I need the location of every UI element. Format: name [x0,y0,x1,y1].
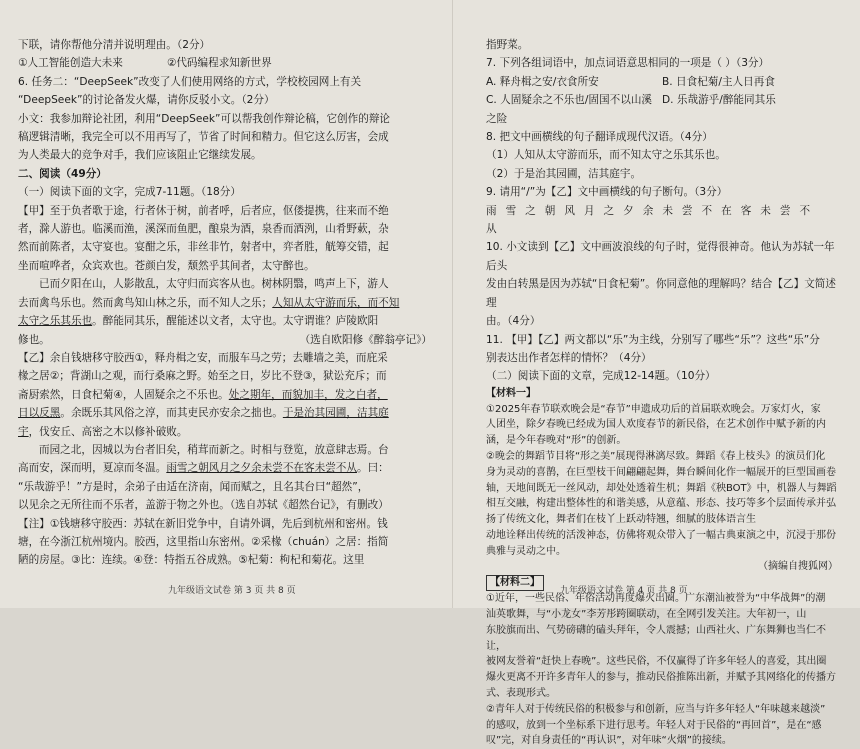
passage-line: 已而夕阳在山，人影散乱，太守归而宾客从也。树林阴翳，鸣声上下，游人 [39,278,389,291]
task-two: 6. 任务二：“DeepSeek”改变了人们使用网络的方式，学校校园网上有关 [18,75,362,88]
material-line: 相互交融，构建出整体性的和谐美感，从意蕴、形态、技巧等多个层面传承并弘 [486,498,836,510]
passage-line: 坐而喧哗者，众宾欢也。苍颜白发，颓然乎其间者，太守醉也。 [18,259,315,272]
material-line: 轴，天地间既无一丝风动，却处处透着生机；舞蹈《秧BOT》中，机器人与舞蹈 [486,482,837,494]
underlined-sentence: 太守之乐其乐也 [18,315,93,328]
material-line: 叹”完，对自身责任的“再认识”，对年味“火烟”的接续。 [486,735,732,747]
couplet-options [18,54,432,72]
passage-line: 以见余之无所往而不乐者，盖游于物之外也。（选自苏轼《超然台记》，有删改） [18,499,389,512]
passage-line: 斋厨索然，日食杞菊④，人固疑余之不乐也。处之期年，而貌加丰，发之白者， [18,388,388,401]
text-line: 指野菜。 [486,39,529,51]
source-note: （摘编自搜狐网） [758,561,838,573]
option-c: C. 人固疑余之不乐也/固国不以山溪之险 [486,94,653,125]
question-8-1: （1）人知从太守游而乐，而不知太守之乐其乐也。 [486,149,726,162]
subsection-title: （一）阅读下面的文字，完成7-11题。（18分） [18,186,241,199]
material-line: 式、表现形式。 [486,688,556,700]
material-line: 动地诠释出传统的活泼神态，仿佛将观众带入了一幅古典東演之中，沉浸于那份 [486,529,836,541]
text-line: 为人类最大的竞争对手，我们应该阻止它继续发展。 [18,149,262,162]
material-line: ①2025年春节联欢晚会是“春节”申遗成功后的首届联欢晚会。万家灯火，家 [486,403,821,415]
question-10: 10. 小文读到【乙】文中画波浪线的句子时，觉得很神奇。他认为苏轼一年后头 [486,241,835,272]
question-8: 8. 把文中画横线的句子翻译成现代汉语。（4分） [486,131,713,144]
passage-line: 者，滁人游也。临溪而渔，溪深而鱼肥，酿泉为酒，泉香而酒洌，山肴野蔌，杂 [18,223,389,236]
text-line: 由。（4分） [486,315,541,328]
text-line: 下联，请你帮他分清并说明理由。（2分） [18,39,211,51]
passage-line: 而园之北，因城以为台者旧矣，稍茸而新之。时相与登览，放意肆志焉。台 [39,443,389,456]
underlined-sentence: 于是治其园圃，洁其庭 [282,407,389,420]
underlined-sentence: 人知从太守游而乐，而不知 [272,296,400,309]
wavy-sentence: 处之期年，而貌加丰，发之白者， [228,388,388,401]
material-line: 汕英歌舞，与“小龙女”李芳彤跨圈联动，在全网引发关注。大年初一，山 [486,609,807,621]
underlined-sentence: 雨雪之朝风月之夕余未尝不在客未尝不从 [166,462,357,475]
passage-line: 高而安，深而明，夏凉而冬温。雨雪之朝风月之夕余未尝不在客未尝不从。曰： [18,462,389,475]
material-line: 身为灵动的喜鹊，在巨型枝干间翩翩起舞，舞台瞬间化作一幅展开的巨型国画卷 [486,466,836,478]
material-line: 人团坐，除夕春晚已经成为国人欢度春节的新民俗，在艺术创作中赋予新的内 [486,419,826,431]
note-line: 塘，在今浙江杭州境内。胶西，这里指山东密州。②采椽（chuán）之居：指简 [18,535,389,548]
passage-line: 日以反黑。余既乐其风俗之淳，而其吏民亦安余之拙也。于是治其园圃，洁其庭 [18,407,389,420]
material-line: 涵，是今年春晚对“形”的创新。 [486,435,627,447]
material-line: 爆火更离不开许多青年人的参与，推动民俗推陈出新，并赋予其网络化的传播方 [486,672,836,684]
option-a: A. 释舟楫之安/衣食所安 [486,75,599,88]
note-line: 【注】①钱塘移守胶西：苏轼在新旧党争中，自请外调，先后到杭州和密州。钱 [18,517,388,530]
page-footer-left: 九年级语文试卷 第 3 页 共 8 页 [168,586,296,596]
text-line: “DeepSeek”的讨论备发火爆，请你反驳小文。（2分） [18,94,275,107]
question-11: 11. 【甲】【乙】两文都以“乐”为主线，分别写了哪些“乐”？这些“乐”分 [486,333,820,346]
wavy-sentence: 日以反黑 [18,407,61,420]
left-page [18,36,432,576]
couplet-option: ①人工智能创造大未来 [18,57,123,70]
question-9-sentence: 雨雪之朝风月之夕余未尝不在客未尝不从 [486,204,820,236]
passage-line: 【乙】余自钱塘移守胶西①，释舟楫之安，而服车马之劳；去雕墙之美，而庇采 [18,351,388,364]
passage-line: 椽之居②；背湖山之观，而行桑麻之野。始至之日，岁比不登③，狱讼充斥；而 [18,370,387,383]
text-line: 发由白转黑是因为苏轼“日食杞菊”。你同意他的理解吗？结合【乙】文简述理 [486,278,836,309]
material-tag: 【材料一】 [486,387,536,399]
text-line: 小文：我参加辩论社团，利用“DeepSeek”可以帮我创作辩论稿，它创作的辩论 [18,112,391,125]
question-7: 7. 下列各组词语中，加点词语意思相同的一项是（ ）（3分） [486,57,770,70]
source-note: （选自欧阳修《醉翁亭记》） [299,333,432,346]
passage-line: 然而前陈者，太守宴也。宴酣之乐，非丝非竹，射者中，弈者胜，觥筹交错，起 [18,241,389,254]
material-line: ②晚会的舞蹈节目将“形之美”展现得淋漓尽致。舞蹈《春上枝头》的演员们化 [486,450,826,462]
question-9: 9. 请用“/”为【乙】文中画横线的句子断句。（3分） [486,186,728,199]
material-line: 被网友誉着“赶快上春晚”。这些民俗，不仅赢得了许多年轻人的喜爱，其出圈 [486,656,827,668]
page-footer-right: 九年级语文试卷 第 4 页 共 8 页 [560,586,688,596]
material-line: ①近年，一些民俗、年俗活动再度爆火出圈。广东潮汕被誉为“中华战舞”的潮 [486,593,826,605]
passage-line: 宇，伐安丘、高密之木以修补破败。 [18,425,188,438]
passage-line: 【甲】至于负者歌于途，行者休于树，前者呼，后者应，伛偻提携，往来而不绝 [18,204,389,217]
passage-line: 修也。 （选自欧阳修《醉翁亭记》） [18,331,432,349]
couplet-option: ②代码编程求知新世界 [166,57,272,70]
question-7-options [486,73,838,128]
passage-line: 去而禽鸟乐也。然而禽鸟知山林之乐，而不知人之乐；人知从太守游而乐，而不知 [18,296,400,309]
underlined-sentence: 宇 [18,425,29,438]
text-line: 别表达出作者怎样的情怀？（4分） [486,351,652,364]
page-fold [452,0,453,608]
option-d: D. 乐哉游乎/醉能同其乐 [662,94,776,107]
material-line: ②青年人对于传统民俗的积极参与和创新，应当与许多年轻人“年味越来越淡” [486,703,826,715]
passage-line: “乐哉游乎！”方是时，余弟子由适在济南，闻而赋之，且名其台曰“超然”， [18,480,369,493]
question-8-2: （2）于是治其园圃，洁其庭宇。 [486,167,642,180]
material-tag: 【材料二】 [486,575,544,591]
material-line: 的感叹，放到一个坐标系下进行思考。年轻人对于民俗的“再回首”，是在“感 [486,719,822,731]
material-one [486,386,838,749]
section-title: 二、阅读（49分） [18,167,107,180]
material-line: 扬了传统文化，舞者们在枝丫上跃动特翘，细腻的肢体语言生 [486,514,756,526]
subsection-title: （二）阅读下面的文章，完成12-14题。（10分） [486,370,716,383]
passage-line: 太守之乐其乐也。醉能同其乐，醒能述以文者，太守也。太守谓谁？庐陵欧阳 [18,315,379,328]
text-line: 稿逻辑清晰，我完全可以不用再写了，节省了时间和精力。但它这么厉害，会成 [18,131,389,144]
material-line: 东胶旗而出、气势磅礴的磕头拜年，令人震撼；山西社火、广东舞狮也当仁不让， [486,624,826,652]
note-line: 陋的房屋。③比：连续。④登：特指五谷成熟。⑤杞菊：枸杞和菊花。这里 [18,554,365,567]
material-line: 典雅与灵动之中。 [486,545,566,557]
option-b: B. 日食杞菊/主人日再食 [662,75,775,88]
